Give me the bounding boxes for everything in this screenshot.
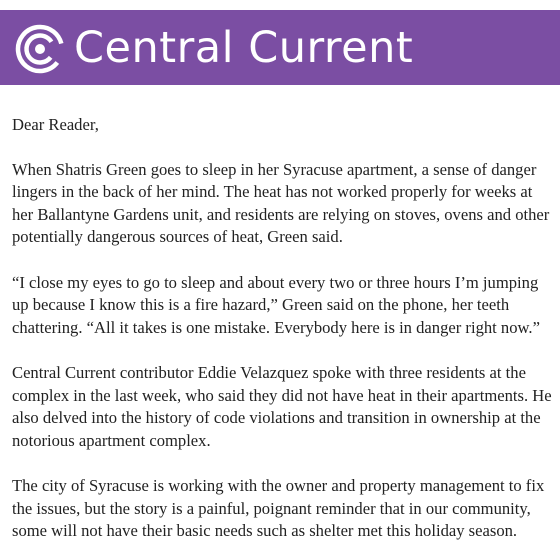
paragraph: The city of Syracuse is working with the owner and property management to fix the issues, but the story is a painful, poignant reminder that in our community, some will not have their basic needs such as shelter met this holiday season. [12,476,545,540]
paragraph: When Shatris Green goes to sleep in her Syracuse apartment, a sense of danger lingers in the back of her mind. The heat has not worked properly for weeks at her Ballantyne Gardens unit, and residents are relying on stoves, ovens and other potentially dangerous sources of heat, Green said. [12,159,550,246]
paragraph: “I close my eyes to go to sleep and about every two or three hours I’m jumping up because I know this is a fire hazard,” Green said on the phone, her teeth chattering. “All it takes is one mistake. Everybody here is in danger right now.” [12,272,540,337]
salutation: Dear Reader, [12,115,99,134]
paragraph: Central Current contributor Eddie Velazquez spoke with three residents at the complex in the last week, who said they did not have heat in their apartments. He also delved into the history of code violations and transition in ownership at the notorious apartment complex. [12,363,552,450]
brand-name: Central Current [74,23,414,73]
masthead-banner [0,10,560,85]
letter-body [12,114,552,560]
central-current-logo-icon [15,24,65,74]
